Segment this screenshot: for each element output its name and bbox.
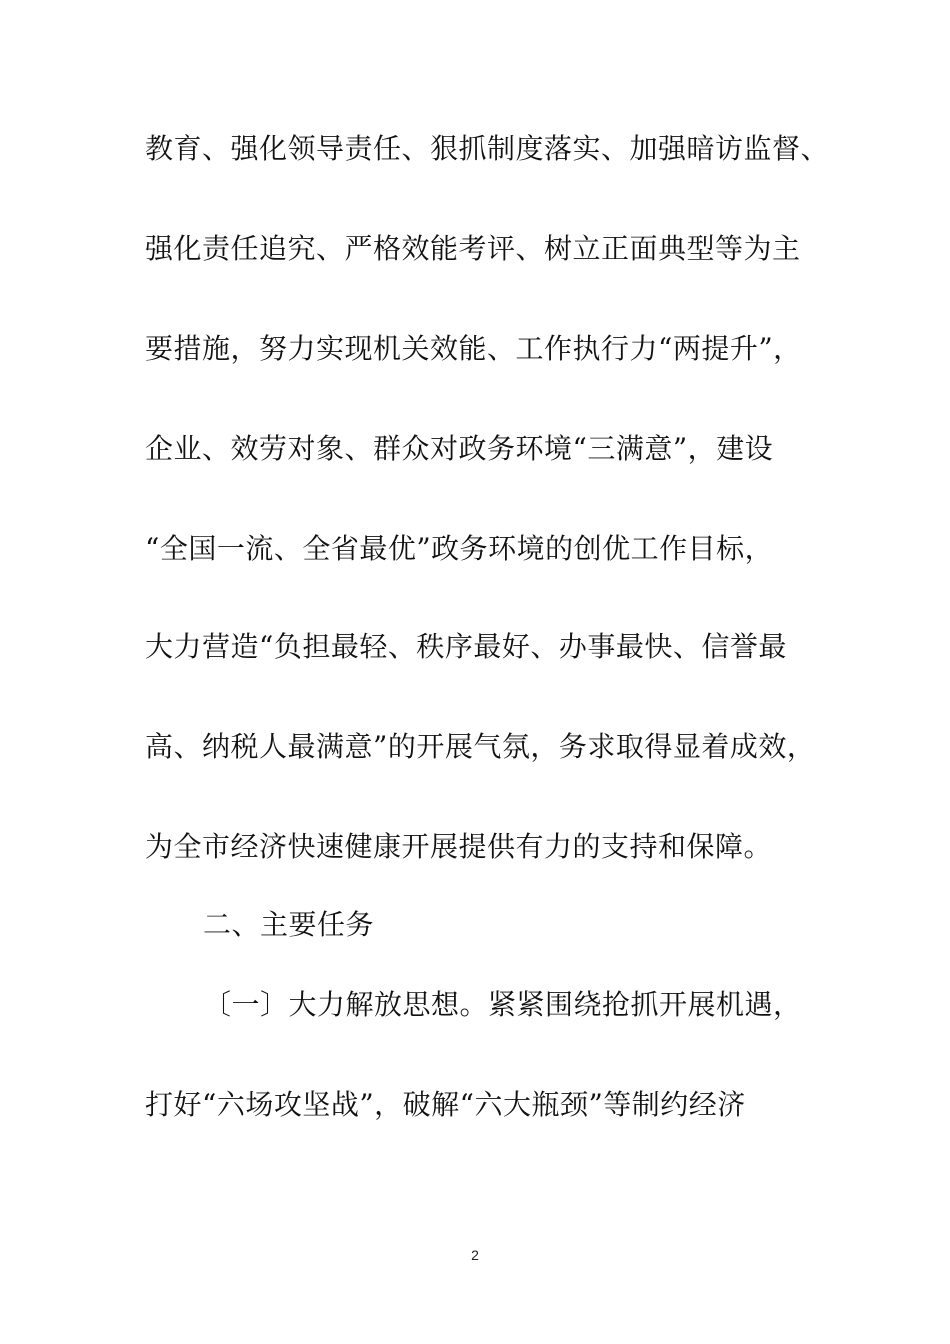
subsection-text-line: 打好“六场攻坚战”，破解“六大瓶颈”等制约经济	[145, 1088, 746, 1121]
section-heading: 二、主要任务	[203, 908, 375, 941]
page-number: 2	[471, 1247, 479, 1263]
body-text-line: 要措施，努力实现机关效能、工作执行力“两提升”，	[145, 332, 802, 365]
subsection-text-line: 〔一〕大力解放思想。紧紧围绕抢抓开展机遇，	[203, 988, 802, 1021]
body-text-line: 企业、效劳对象、群众对政务环境“三满意”，建设	[145, 432, 774, 465]
body-text-line: 大力营造“负担最轻、秩序最好、办事最快、信誉最	[145, 630, 787, 663]
body-text-line: 强化责任追究、严格效能考评、树立正面典型等为主	[145, 232, 801, 265]
body-text-line: 高、纳税人最满意”的开展气氛，务求取得显着成效，	[145, 730, 816, 763]
body-text-line: 为全市经济快速健康开展提供有力的支持和保障。	[145, 830, 773, 863]
body-text-line: 教育、强化领导责任、狠抓制度落实、加强暗访监督、	[145, 132, 830, 165]
body-text-line: “全国一流、全省最优”政务环境的创优工作目标，	[145, 532, 774, 565]
